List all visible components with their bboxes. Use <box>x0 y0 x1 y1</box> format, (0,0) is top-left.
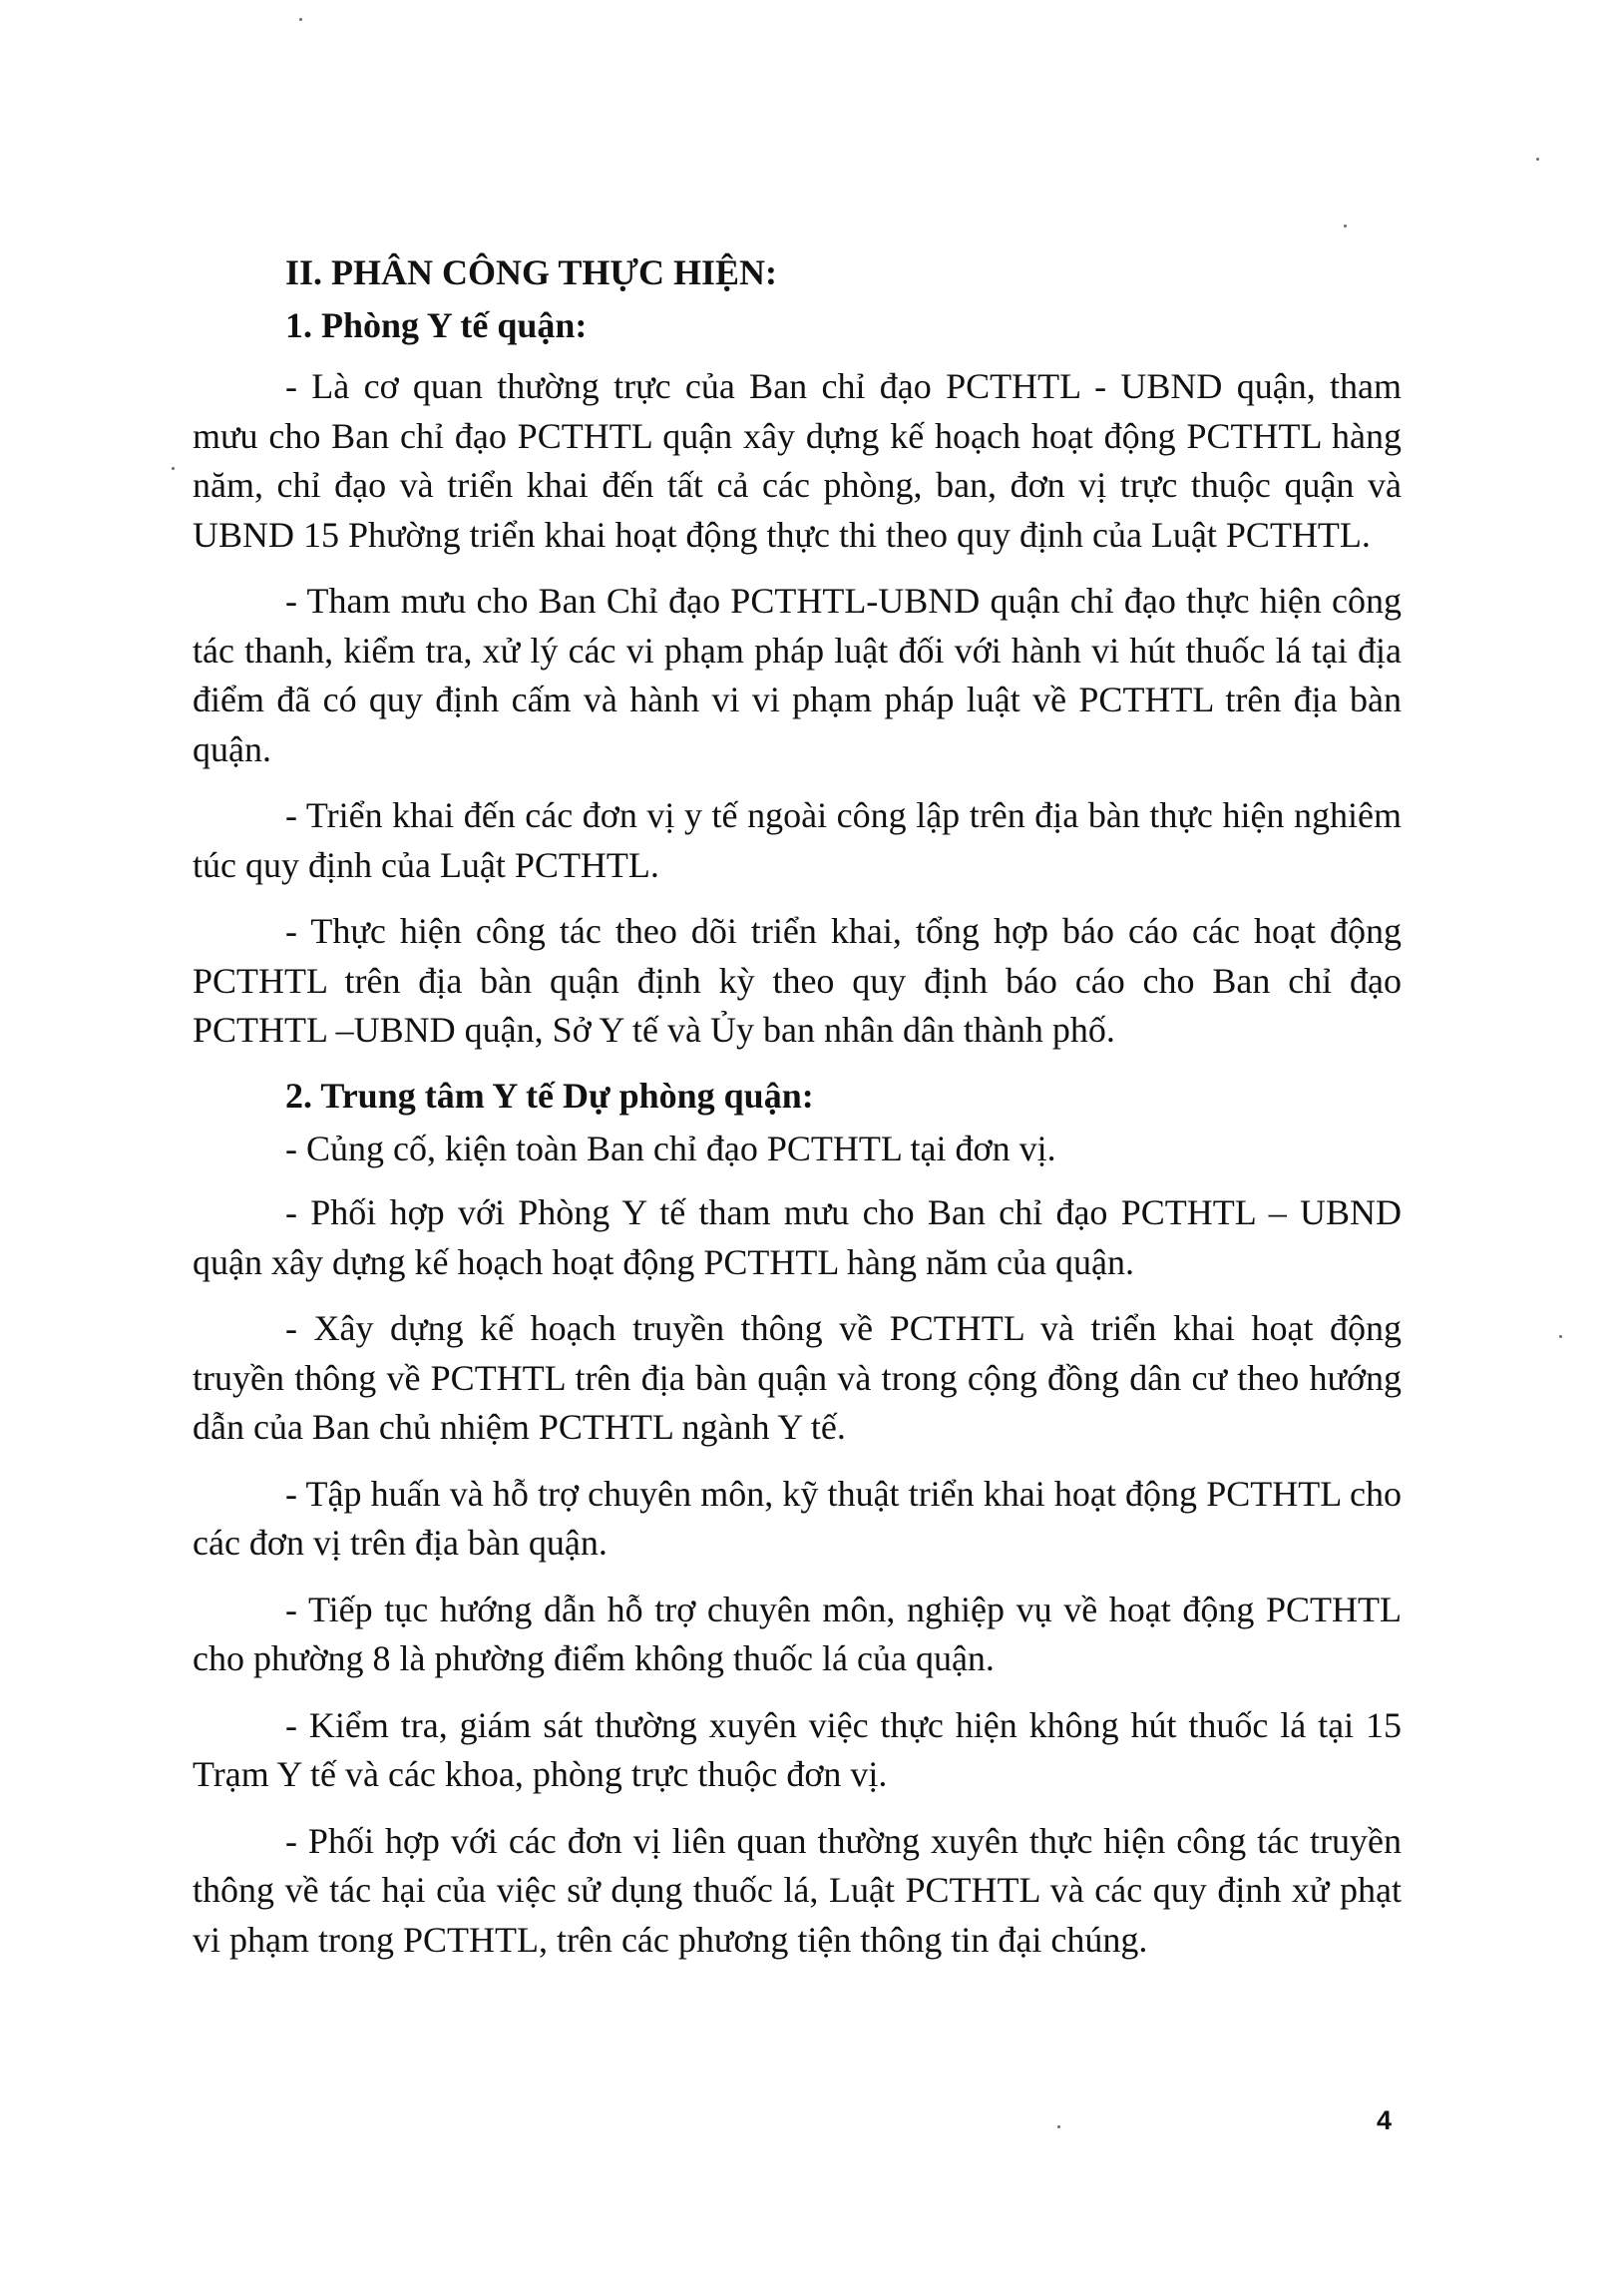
paragraph: - Kiểm tra, giám sát thường xuyên việc thực hiện không hút thuốc lá tại 15 Trạm Y tế và các khoa, phòng trực thuộc đơn vị. <box>193 1704 1402 1794</box>
paragraph: - Triển khai đến các đơn vị y tế ngoài công lập trên địa bàn thực hiện nghiêm túc quy định của Luật PCTHTL. <box>193 795 1402 885</box>
scan-speck <box>1344 225 1347 228</box>
scan-speck <box>1057 2125 1060 2128</box>
scan-speck <box>1559 1335 1562 1338</box>
scan-speck <box>299 18 302 21</box>
page-number: 4 <box>1377 2105 1393 2135</box>
section-heading: II. PHÂN CÔNG THỰC HIỆN: <box>285 252 778 292</box>
subsection-2-heading: 2. Trung tâm Y tế Dự phòng quận: <box>285 1075 814 1116</box>
paragraph: - Xây dựng kế hoạch truyền thông về PCTHTL và triển khai hoạt động truyền thông về PCTHTL trên địa bàn quận và trong cộng đồng dân cư theo hướng dẫn của Ban chủ nhiệm PCTHTL ngành Y tế. <box>193 1308 1402 1447</box>
paragraph: - Tham mưu cho Ban Chỉ đạo PCTHTL-UBND quận chỉ đạo thực hiện công tác thanh, kiểm tra, xử lý các vi phạm pháp luật đối với hành vi hút thuốc lá tại địa điểm đã có quy định cấm và hành vi vi phạm pháp luật về PCTHTL trên địa bàn quận. <box>193 581 1402 769</box>
paragraph: - Tiếp tục hướng dẫn hỗ trợ chuyên môn, nghiệp vụ về hoạt động PCTHTL cho phường 8 là phường điểm không thuốc lá của quận. <box>193 1589 1402 1678</box>
document-body <box>193 247 1402 1982</box>
paragraph: - Là cơ quan thường trực của Ban chỉ đạo PCTHTL - UBND quận, tham mưu cho Ban chỉ đạo PCTHTL quận xây dựng kế hoạch hoạt động PCTHTL hàng năm, chỉ đạo và triển khai đến tất cả các phòng, ban, đơn vị trực thuộc quận và UBND 15 Phường triển khai hoạt động thực thi theo quy định của Luật PCTHTL. <box>193 366 1402 555</box>
scan-speck <box>172 467 175 470</box>
paragraph: - Phối hợp với Phòng Y tế tham mưu cho Ban chỉ đạo PCTHTL – UBND quận xây dựng kế hoạch hoạt động PCTHTL hàng năm của quận. <box>193 1192 1402 1282</box>
subsection-1-heading: 1. Phòng Y tế quận: <box>285 305 588 345</box>
paragraph: - Tập huấn và hỗ trợ chuyên môn, kỹ thuật triển khai hoạt động PCTHTL cho các đơn vị trên địa bàn quận. <box>193 1473 1402 1563</box>
paragraph: - Thực hiện công tác theo dõi triển khai, tổng hợp báo cáo các hoạt động PCTHTL trên địa bàn quận định kỳ theo quy định báo cáo cho Ban chỉ đạo PCTHTL –UBND quận, Sở Y tế và Ủy ban nhân dân thành phố. <box>193 911 1402 1050</box>
scan-speck <box>1536 158 1539 161</box>
paragraph: - Phối hợp với các đơn vị liên quan thường xuyên thực hiện công tác truyền thông về tác hại của việc sử dụng thuốc lá, Luật PCTHTL và các quy định xử phạt vi phạm trong PCTHTL, trên các phương tiện thông tin đại chúng. <box>193 1820 1402 1960</box>
paragraph: - Củng cố, kiện toàn Ban chỉ đạo PCTHTL tại đơn vị. <box>285 1128 1056 1168</box>
